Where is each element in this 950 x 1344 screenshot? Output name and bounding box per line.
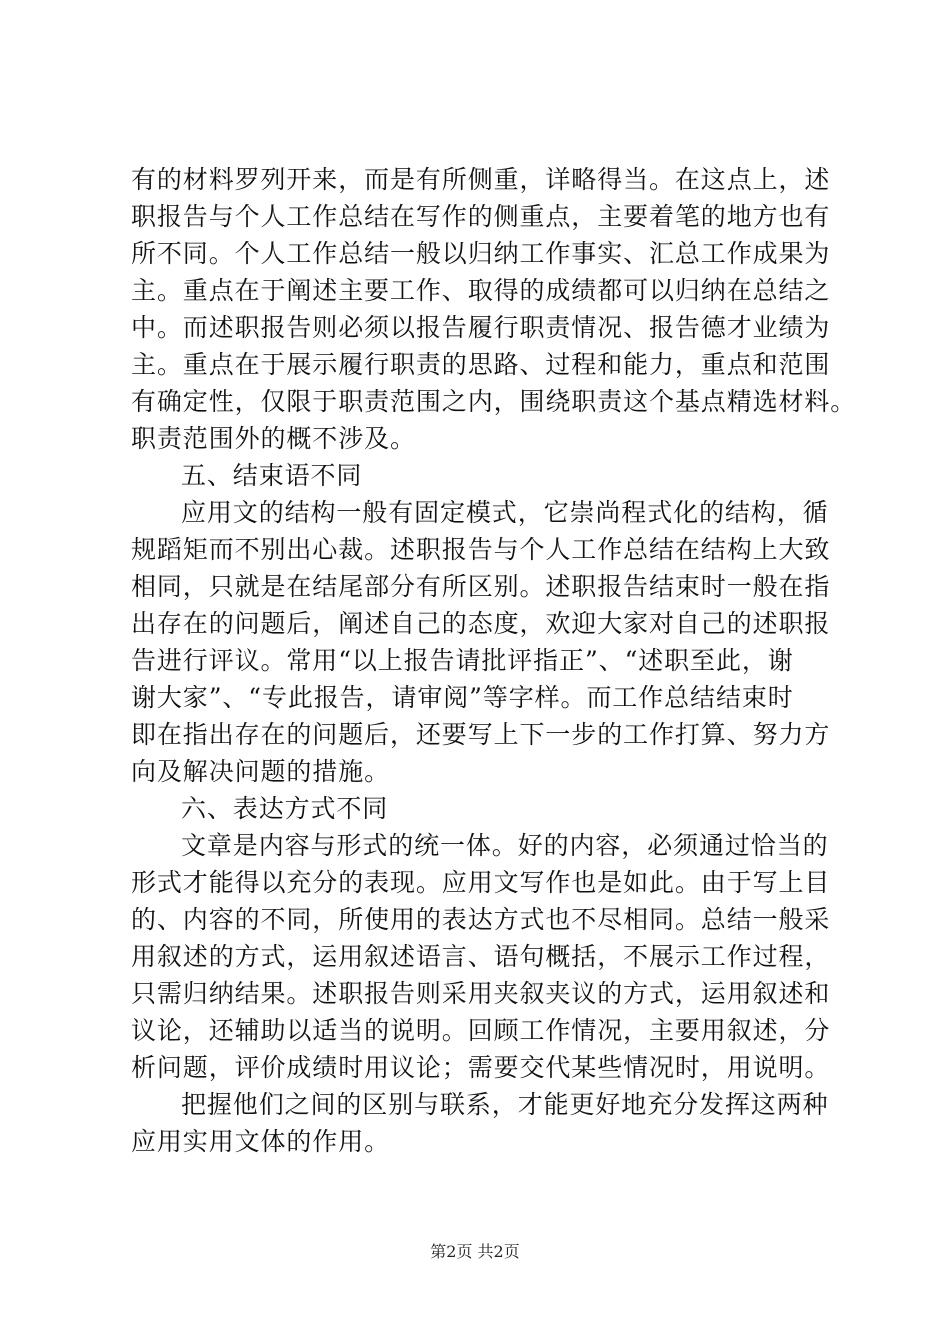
paragraph-line: 只需归纳结果。述职报告则采用夹叙夹议的方式，运用叙述和 — [131, 979, 831, 1008]
paragraph-line: 即在指出存在的问题后，还要写上下一步的工作打算、努力方 — [131, 720, 831, 749]
page-number-footer: 第2页 共2页 — [430, 1242, 520, 1261]
paragraph-line: 中。而述职报告则必须以报告履行职责情况、报告德才业绩为 — [131, 313, 831, 342]
paragraph-line: 所不同。个人工作总结一般以归纳工作事实、汇总工作成果为 — [131, 239, 831, 268]
paragraph-line: 职责范围外的概不涉及。 — [131, 424, 416, 453]
paragraph-line: 用叙述的方式，运用叙述语言、语句概括，不展示工作过程， — [131, 942, 831, 971]
paragraph-line: 主。重点在于阐述主要工作、取得的成绩都可以归纳在总结之 — [131, 276, 831, 305]
paragraph-line: 文章是内容与形式的统一体。好的内容，必须通过恰当的 — [181, 831, 829, 860]
paragraph-line: 析问题，评价成绩时用议论；需要交代某些情况时，用说明。 — [131, 1053, 831, 1082]
paragraph-line: 应用文的结构一般有固定模式，它崇尚程式化的结构，循 — [181, 498, 829, 527]
section-heading-expression: 六、表达方式不同 — [181, 794, 389, 823]
paragraph-line: 职报告与个人工作总结在写作的侧重点，主要着笔的地方也有 — [131, 202, 831, 231]
paragraph-line: 议论，还辅助以适当的说明。回顾工作情况，主要用叙述，分 — [131, 1016, 831, 1045]
paragraph-line: 规蹈矩而不别出心裁。述职报告与个人工作总结在结构上大致 — [131, 535, 831, 564]
paragraph-line: 相同，只就是在结尾部分有所区别。述职报告结束时一般在指 — [131, 572, 831, 601]
paragraph-line: 形式才能得以充分的表现。应用文写作也是如此。由于写上目 — [131, 868, 831, 897]
paragraph-line: 告进行评议。常用“以上报告请批评指正”、“述职至此，谢 — [131, 646, 794, 675]
paragraph-line: 出存在的问题后，阐述自己的态度，欢迎大家对自己的述职报 — [131, 609, 831, 638]
paragraph-line: 向及解决问题的措施。 — [131, 757, 391, 786]
paragraph-line: 有确定性，仅限于职责范围之内，围绕职责这个基点精选材料。 — [131, 387, 857, 416]
paragraph-line: 应用实用文体的作用。 — [131, 1127, 391, 1156]
paragraph-line: 的、内容的不同，所使用的表达方式也不尽相同。总结一般采 — [131, 905, 831, 934]
paragraph-line: 主。重点在于展示履行职责的思路、过程和能力，重点和范围 — [131, 350, 831, 379]
paragraph-line: 有的材料罗列开来，而是有所侧重，详略得当。在这点上，述 — [131, 165, 831, 194]
section-heading-conclusion: 五、结束语不同 — [181, 461, 363, 490]
paragraph-line: 谢大家”、“专此报告，请审阅”等字样。而工作总结结束时 — [131, 683, 794, 712]
paragraph-line: 把握他们之间的区别与联系，才能更好地充分发挥这两种 — [181, 1090, 829, 1119]
